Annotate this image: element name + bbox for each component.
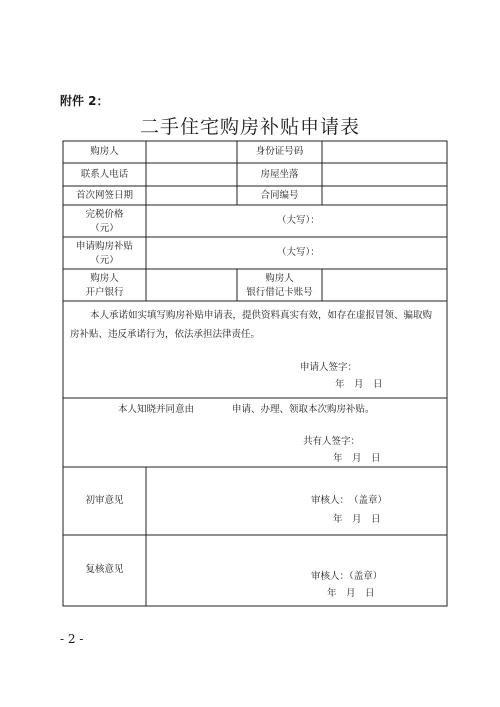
form-title: 二手住宅购房补贴申请表 xyxy=(139,116,360,138)
re-review-date: 年 月 日 xyxy=(327,588,375,599)
subsidy-label: 申请购房补贴 xyxy=(75,241,133,252)
contract-no-label: 合同编号 xyxy=(260,190,299,201)
buyer-field[interactable] xyxy=(147,142,236,162)
bank-field[interactable] xyxy=(147,270,236,300)
card-number-field[interactable] xyxy=(323,270,446,300)
co-owner-sign-date: 年 月 日 xyxy=(333,453,381,464)
house-location-field[interactable] xyxy=(323,164,446,185)
subsidy-unit: （元） xyxy=(90,255,119,266)
tax-price-field[interactable] xyxy=(147,206,446,236)
buyer-label: 购房人 xyxy=(90,146,119,157)
page-number: - 2 - xyxy=(60,632,84,646)
first-sign-date-field[interactable] xyxy=(147,187,236,204)
contact-phone-field[interactable] xyxy=(147,164,236,185)
card-label: 购房人 xyxy=(265,273,294,284)
pledge-text: 本人承诺如实填写购房补贴申请表，提供资料真实有效，如存在虚报冒领、骗取购房补贴、违反承诺行为，依法承担法律责任。 xyxy=(70,310,433,340)
applicant-sign-label: 申请人签字： xyxy=(300,362,358,373)
bank-label-2: 开户银行 xyxy=(85,287,124,298)
initial-reviewer-label: 审核人： （盖章） xyxy=(311,495,388,506)
initial-review-field[interactable] xyxy=(147,468,446,534)
re-review-label: 复核意见 xyxy=(85,564,124,575)
contact-phone-label: 联系人电话 xyxy=(80,169,129,180)
initial-review-label: 初审意见 xyxy=(85,495,124,506)
tax-price-label: 完税价格 xyxy=(85,209,124,220)
applicant-sign-date: 年 月 日 xyxy=(335,379,383,390)
bank-label: 购房人 xyxy=(90,273,119,284)
subsidy-daxie-label: （大写）： xyxy=(277,247,320,258)
subsidy-field[interactable] xyxy=(147,238,446,268)
card-label-2: 银行借记卡账号 xyxy=(246,287,313,298)
co-owner-consent-text: 本人知晓并同意由 申请、办理、领取本次购房补贴。 xyxy=(118,404,375,415)
re-review-field[interactable] xyxy=(147,536,446,605)
tax-price-unit: （元） xyxy=(90,223,119,234)
house-location-label: 房屋坐落 xyxy=(260,169,299,180)
tax-price-daxie-label: （大写）： xyxy=(277,215,320,226)
contract-no-field[interactable] xyxy=(323,187,446,204)
id-number-label: 身份证号码 xyxy=(255,146,304,157)
initial-review-date: 年 月 日 xyxy=(333,514,381,525)
attachment-label: 附件 2： xyxy=(60,94,109,108)
id-number-field[interactable] xyxy=(323,142,446,162)
re-reviewer-label: 审核人：（盖章） xyxy=(311,571,383,582)
first-sign-date-label: 首次网签日期 xyxy=(75,190,133,201)
co-owner-sign-label: 共有人签字： xyxy=(303,436,361,447)
